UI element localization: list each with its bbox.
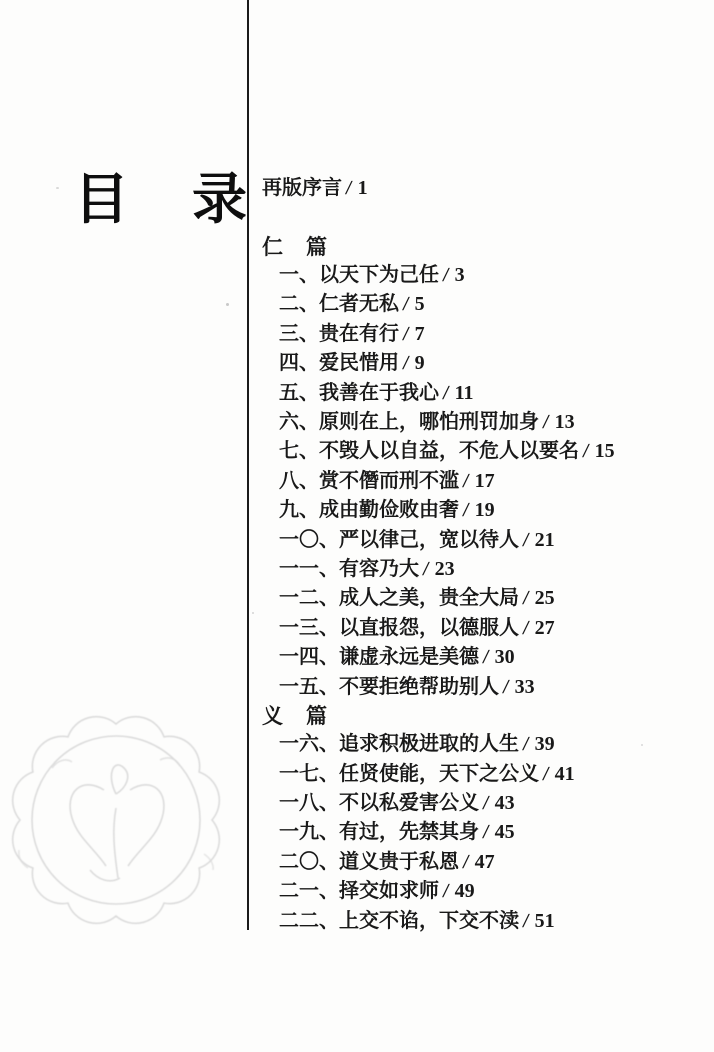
entry-page: 17 <box>474 469 495 492</box>
entry-page: 19 <box>474 499 495 522</box>
entry-title: 一四、谦虚永远是美德 <box>279 646 479 669</box>
page-separator: / <box>401 322 411 345</box>
page-separator: / <box>344 177 354 199</box>
section-heading-ren: 仁 篇 <box>262 235 328 259</box>
scan-speck <box>226 303 229 306</box>
page-separator: / <box>401 352 411 375</box>
toc-entry <box>262 261 712 290</box>
entry-title: 八、赏不僭而刑不滥 <box>279 469 459 492</box>
toc-entry <box>262 379 712 408</box>
toc-entry <box>262 584 712 613</box>
entry-title: 五、我善在于我心 <box>279 381 439 404</box>
page-separator: / <box>441 264 451 286</box>
page-separator: / <box>421 558 431 581</box>
entry-page: 21 <box>534 528 555 551</box>
entry-page: 47 <box>474 850 495 873</box>
entry-title: 六、原则在上，哪怕刑罚加身 <box>279 411 539 434</box>
toc-entry <box>262 408 712 437</box>
toc-entry <box>262 730 712 759</box>
entry-page: 5 <box>414 293 425 316</box>
entry-page: 9 <box>414 352 425 375</box>
entry-title: 二一、择交如求师 <box>279 880 439 903</box>
column-divider-line <box>247 0 249 930</box>
entry-title: 九、成由勤俭败由奢 <box>279 499 459 522</box>
entry-page: 39 <box>534 733 555 756</box>
entry-title: 三、贵在有行 <box>279 322 399 345</box>
page-separator: / <box>481 646 491 669</box>
entry-title: 一九、有过，先禁其身 <box>279 821 479 844</box>
entry-title: 二二、上交不谄，下交不渎 <box>279 909 519 932</box>
entry-title: 一一、有容乃大 <box>279 558 419 581</box>
page-separator: / <box>461 850 471 873</box>
toc-entry <box>262 643 712 672</box>
page-separator: / <box>461 499 471 522</box>
entry-page: 43 <box>494 791 515 814</box>
entry-page: 1 <box>357 177 368 199</box>
entry-title: 一三、以直报怨，以德服人 <box>279 616 519 639</box>
entry-title: 一〇、严以律己，宽以待人 <box>279 528 519 551</box>
toc-entry <box>262 320 712 349</box>
section-heading-yi: 义 篇 <box>262 704 328 729</box>
entry-page: 11 <box>454 381 474 404</box>
toc-entry <box>262 467 712 496</box>
page-separator: / <box>521 528 531 551</box>
entry-title: 一、以天下为己任 <box>279 264 439 286</box>
entry-title: 四、爱民惜用 <box>279 352 399 375</box>
entry-page: 25 <box>534 587 555 610</box>
entry-title: 一八、不以私爱害公义 <box>279 791 479 814</box>
page-separator: / <box>581 440 591 463</box>
page-separator: / <box>461 469 471 492</box>
entry-page: 45 <box>494 821 515 844</box>
toc-entry <box>262 877 712 906</box>
page-separator: / <box>521 587 531 610</box>
page-separator: / <box>541 762 551 785</box>
page-separator: / <box>521 616 531 639</box>
entry-title: 一五、不要拒绝帮助别人 <box>279 675 499 698</box>
page-separator: / <box>481 791 491 814</box>
page-separator: / <box>521 909 531 932</box>
entry-page: 13 <box>554 411 575 434</box>
toc-entry <box>262 907 712 936</box>
entry-title: 七、不毁人以自益，不危人以要名 <box>279 440 579 463</box>
toc-entry <box>262 496 712 525</box>
entry-page: 27 <box>534 616 555 639</box>
page-separator: / <box>401 293 411 316</box>
entry-page: 23 <box>434 558 455 581</box>
toc-entry <box>262 437 712 466</box>
entry-page: 51 <box>534 909 555 932</box>
entry-title: 一七、任贤使能，天下之公义 <box>279 762 539 785</box>
toc-entry <box>262 349 712 378</box>
toc-entry <box>262 555 712 584</box>
toc-preface-row <box>262 174 712 202</box>
page-separator: / <box>521 733 531 756</box>
entry-title: 一二、成人之美，贵全大局 <box>279 587 519 610</box>
page-separator: / <box>441 381 451 404</box>
scan-speck <box>641 744 643 746</box>
toc-entry <box>262 760 712 789</box>
page-separator: / <box>501 675 511 698</box>
entry-page: 30 <box>494 646 515 669</box>
entry-page: 49 <box>454 880 475 903</box>
scan-speck <box>252 612 254 614</box>
page-separator: / <box>481 821 491 844</box>
toc-entry <box>262 526 712 555</box>
entry-title: 再版序言 <box>262 177 342 199</box>
seal-watermark <box>0 686 236 954</box>
entry-title: 二〇、道义贵于私恩 <box>279 850 459 873</box>
toc-entry <box>262 614 712 643</box>
entry-title: 一六、追求积极进取的人生 <box>279 733 519 756</box>
page-separator: / <box>441 880 451 903</box>
toc-list <box>262 174 712 936</box>
toc-entry <box>262 290 712 319</box>
scan-speck <box>56 187 59 189</box>
toc-entry <box>262 673 712 702</box>
entry-page: 41 <box>554 762 575 785</box>
entry-page: 7 <box>414 322 425 345</box>
entry-page: 15 <box>594 440 615 463</box>
page-separator: / <box>541 411 551 434</box>
page-title: 目 录 <box>74 168 252 230</box>
entry-page: 3 <box>454 264 465 286</box>
entry-page: 33 <box>514 675 535 698</box>
toc-entry <box>262 848 712 877</box>
entry-title: 二、仁者无私 <box>279 293 399 316</box>
toc-entry <box>262 789 712 818</box>
toc-entry <box>262 818 712 847</box>
